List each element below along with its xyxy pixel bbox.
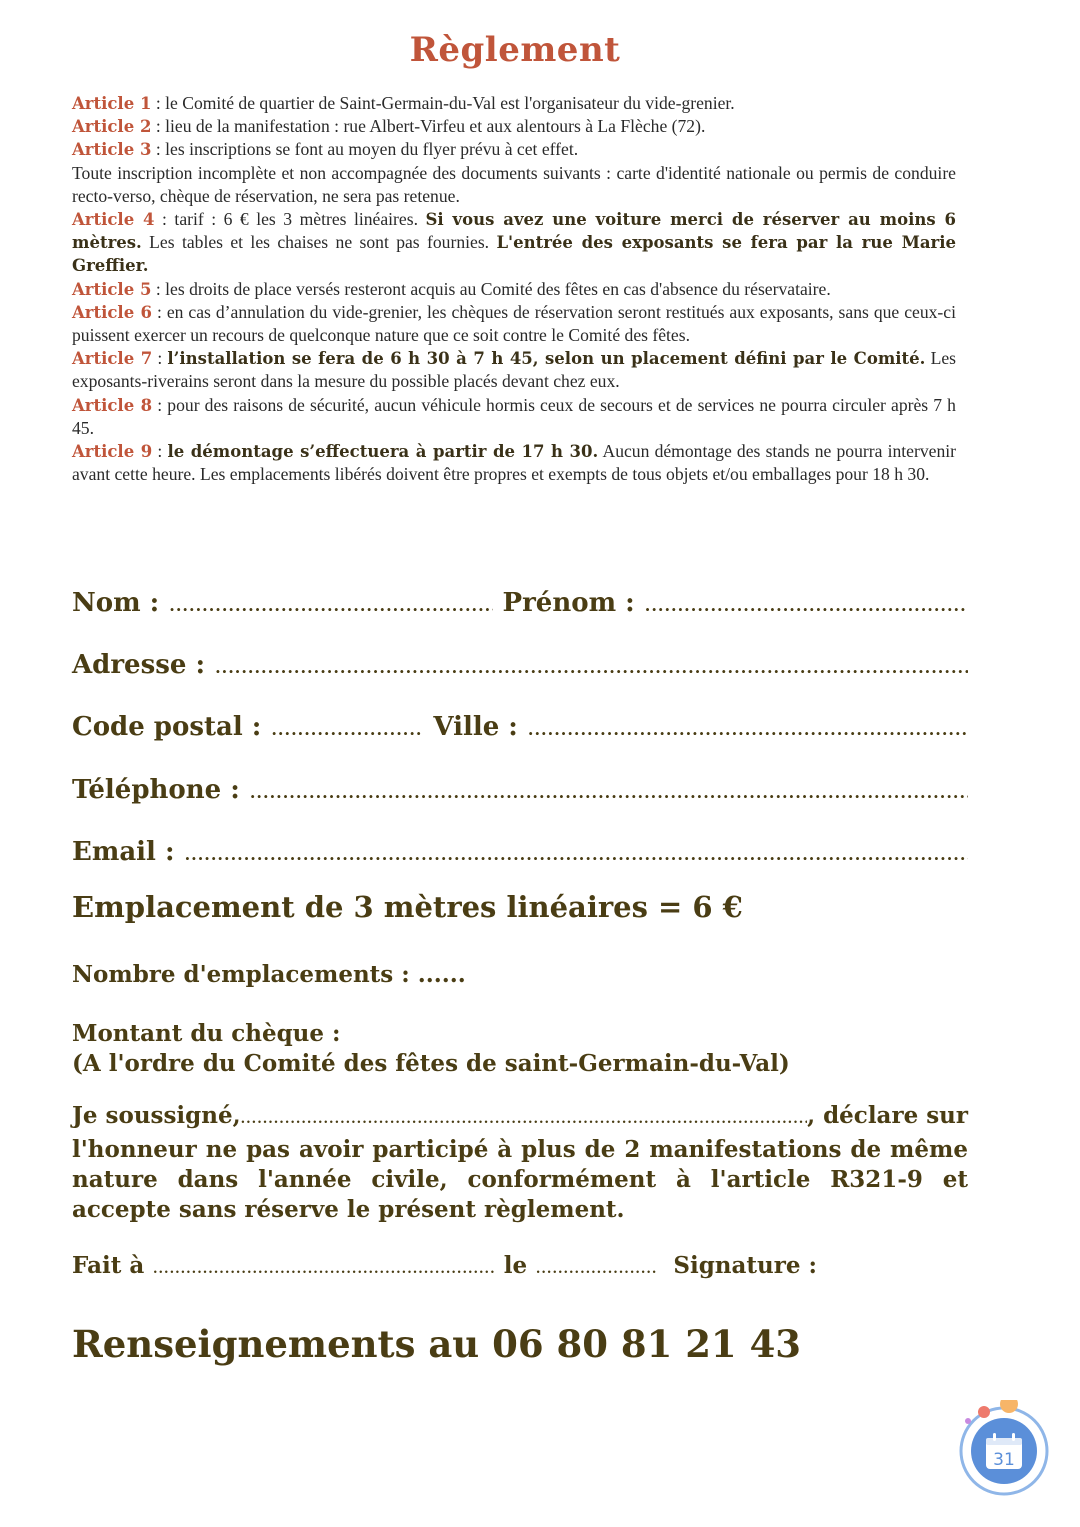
article-text: : les droits de place versés resteront acquis au Comité des fêtes en cas d'absence du réservataire. <box>151 278 831 299</box>
soussigne-field[interactable] <box>241 1105 807 1135</box>
prenom-label: Prénom : <box>502 588 635 618</box>
article-highlight: L'entrée des exposants se fera par la rue Marie Greffier. <box>72 233 956 276</box>
contact-phone: Renseignements au 06 80 81 21 43 <box>72 1322 802 1366</box>
article-highlight: l’installation se fera de 6 h 30 à 7 h 45, selon un placement défini par le Comité. <box>167 349 926 369</box>
nombre-emplacements: Nombre d'emplacements : ...... <box>72 961 466 988</box>
signature-label: Signature : <box>673 1252 818 1279</box>
calendar-day: 31 <box>993 1450 1015 1470</box>
article-8 <box>72 394 956 440</box>
declaration-first-line <box>72 1101 968 1135</box>
email-label: Email : <box>72 837 175 867</box>
article-7 <box>72 347 956 393</box>
article-label: Article 8 <box>72 395 153 415</box>
montant-label: Montant du chèque : <box>72 1020 341 1047</box>
fait-field[interactable] <box>153 1255 495 1285</box>
article-text: : le Comité de quartier de Saint-Germain-du-Val est l'organisateur du vide-grenier. <box>151 93 735 113</box>
article-6 <box>72 301 956 347</box>
article-text: Les exposants-riverains seront dans la mesure du possible placés devant chez eux. <box>72 348 956 392</box>
article-label: Article 7 <box>72 349 153 369</box>
nom-label: Nom : <box>72 588 160 618</box>
emplacement-price: Emplacement de 3 mètres linéaires = 6 € <box>72 890 743 924</box>
article-label: Article 2 <box>72 117 152 137</box>
article-highlight: le démontage s’effectuera à partir de 17 h 30. <box>167 442 599 462</box>
ville-field[interactable] <box>528 720 968 739</box>
phone-row <box>72 775 968 809</box>
ville-label: Ville : <box>433 712 518 742</box>
le-label: le <box>503 1252 528 1279</box>
article-3-continued: Toute inscription incomplète et non accompagnée des documents suivants : carte d'identité nationale ou permis de conduire recto-verso, chèque de réservation, ne sera pas retenue. <box>72 162 956 206</box>
email-field[interactable] <box>185 845 968 864</box>
article-highlight: Si vous avez une voiture merci de réserver au moins 6 mètres. <box>72 210 956 253</box>
code-postal-field[interactable] <box>271 720 423 739</box>
adresse-label: Adresse : <box>72 650 206 680</box>
adresse-field[interactable] <box>215 658 968 677</box>
article-label: Article 6 <box>72 302 152 322</box>
date-field[interactable] <box>536 1255 656 1285</box>
declaration <box>72 1101 968 1225</box>
article-label: Article 9 <box>72 442 153 462</box>
prenom-field[interactable] <box>645 596 968 615</box>
address-row <box>72 650 968 684</box>
article-9 <box>72 440 956 486</box>
article-5 <box>72 278 956 301</box>
montant-cheque <box>72 1019 972 1079</box>
article-4 <box>72 208 956 278</box>
article-text: : tarif : 6 € les 3 mètres linéaires. <box>154 209 426 230</box>
ordre-label: (A l'ordre du Comité des fêtes de saint-Germain-du-Val) <box>72 1050 790 1077</box>
rules-section <box>72 92 956 486</box>
code-postal-label: Code postal : <box>72 712 262 742</box>
article-text: Aucun démontage des stands ne pourra intervenir avant cette heure. Les emplacements libérés doivent être propres et exempts de tous objets et/ou emballages pour 18 h 30. <box>72 441 956 485</box>
soussigne-label: Je soussigné, <box>72 1102 241 1129</box>
city-row <box>72 712 968 746</box>
declare-label: , déclare sur <box>807 1102 968 1129</box>
article-text: : les inscriptions se font au moyen du flyer prévu à cet effet. <box>151 139 579 160</box>
email-row <box>72 837 968 871</box>
article-label: Article 5 <box>72 279 152 299</box>
article-text: Les tables et les chaises ne sont pas fournies. <box>141 232 497 253</box>
calendar-icon <box>956 1400 1052 1496</box>
article-text: : pour des raisons de sécurité, aucun véhicule hormis ceux de secours et de services ne pourra circuler après 7 h 45. <box>72 394 956 438</box>
nom-field[interactable] <box>169 596 492 615</box>
signature-row <box>72 1251 817 1285</box>
fait-label: Fait à <box>72 1252 145 1279</box>
calendar-badge[interactable] <box>956 1400 1052 1496</box>
article-text: : <box>152 441 168 462</box>
article-text: : en cas d’annulation du vide-grenier, les chèques de réservation seront restitués aux exposants, sans que ceux-ci puissent exercer un recours de quelconque nature que ce soit contre le Comité des fêtes. <box>72 301 956 346</box>
article-label: Article 4 <box>72 210 155 230</box>
telephone-label: Téléphone : <box>72 775 240 805</box>
article-text: : lieu de la manifestation : rue Albert-Virfeu et aux alentours à La Flèche (72). <box>151 116 706 137</box>
article-3 <box>72 138 956 161</box>
telephone-field[interactable] <box>250 783 968 802</box>
name-row <box>72 588 968 622</box>
page-title: Règlement <box>409 30 621 70</box>
article-2 <box>72 115 956 138</box>
article-1 <box>72 92 956 115</box>
article-label: Article 3 <box>72 140 152 160</box>
declaration-text: l'honneur ne pas avoir participé à plus de 2 manifestations de même nature dans l'année civile, conformément à l'article R321-9 et accepte sans réserve le présent règlement. <box>72 1136 968 1223</box>
article-label: Article 1 <box>72 94 152 113</box>
article-text: : <box>152 348 168 369</box>
